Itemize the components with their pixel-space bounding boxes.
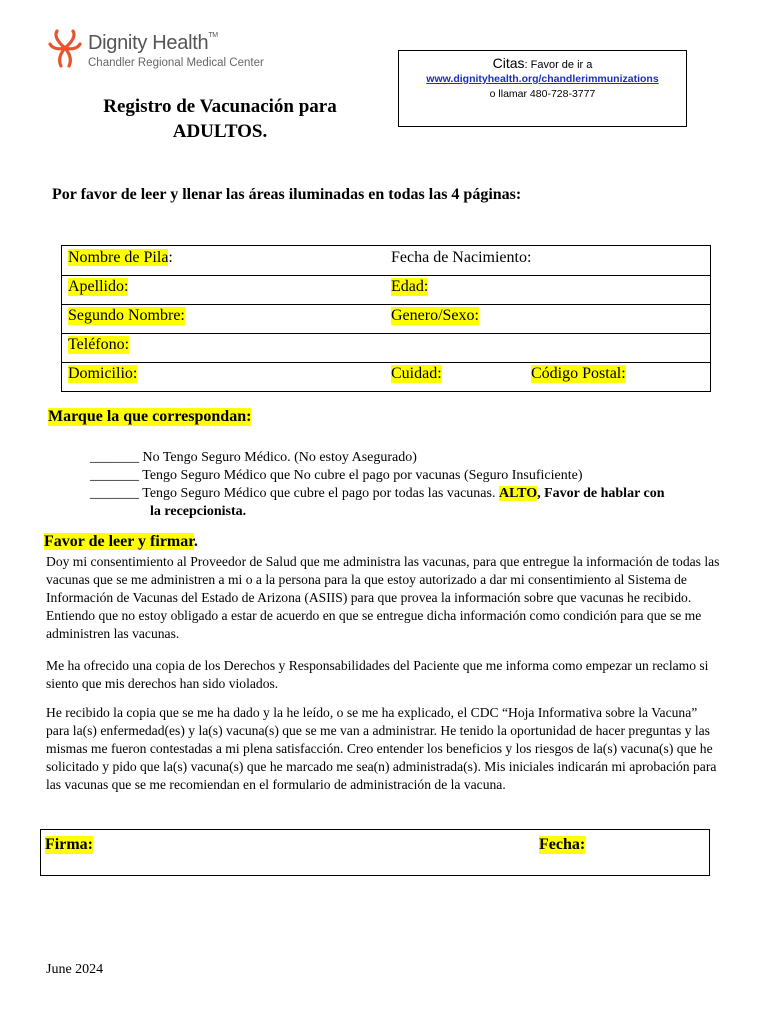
logo (48, 28, 278, 78)
insurance-option-underinsured[interactable]: _______ Tengo Seguro Médico que No cubre el pago por vacunas (Seguro Insuficiente) (90, 468, 583, 483)
immunizations-link[interactable]: www.dignityhealth.org/chandlerimmunizations (426, 73, 659, 85)
info-row (62, 333, 710, 363)
gender-field[interactable]: Genero/Sexo: (391, 307, 479, 324)
consent-paragraph-2: Me ha ofrecido una copia de los Derechos y Responsabilidades del Paciente que me informa como empezar un reclamo si siento que mis derechos han sido violados. (46, 658, 709, 691)
date-field[interactable]: Fecha: (539, 836, 586, 853)
instructions: Por favor de leer y llenar las áreas iluminadas en todas las 4 páginas: (52, 186, 522, 203)
insurance-option-note: la recepcionista. (150, 504, 247, 519)
info-row (62, 304, 710, 334)
alto-label: ALTO (498, 486, 538, 501)
address-field[interactable]: Domicilio: (68, 365, 138, 382)
signature-box (40, 829, 710, 876)
zip-field[interactable]: Código Postal: (531, 365, 626, 382)
info-row (62, 246, 710, 276)
signature-field[interactable]: Firma: (45, 836, 93, 853)
insurance-option-uninsured[interactable]: _______ No Tengo Seguro Médico. (No estoy Asegurado) (90, 450, 417, 465)
info-row (62, 275, 710, 305)
footer-date: June 2024 (46, 962, 104, 977)
consent-paragraph-3: He recibido la copia que se me ha dado y la he leído, o se me ha explicado, el CDC “Hoja Informativa sobre la Vacuna” para la(s) enfermedad(es) y la(s) vacuna(s) que se me van a administrar. He tenido la oportunidad de hacer preguntas y las mismas me fueron contestadas a mi plena satisfacción. Creo entender los beneficios y los riesgos de la(s) vacuna(s) que he solicitado y pido que la(s) vacuna(s) que he marcado me sea(n) administrada(s). Mis iniciales indicarán mi aprobación para las vacunas que se me recomiendan en el formulario de administración de la vacuna. (46, 705, 717, 792)
dignity-star-icon (48, 28, 82, 68)
consent-paragraph-1: Doy mi consentimiento al Proveedor de Salud que me administra las vacunas, para que entregue la información de todas las vacunas que se me administren a mi o a la persona para la que estoy autorizado a dar mi consentimiento al Sistema de Información de Vacunas del Estado de Arizona (ASIIS) para que provea la información sobre que vacunas he recibido. Entiendo que no estoy obligado a estar de acuerdo en que se entregue dicha información como condición para que se me administren las vacunas. (46, 554, 720, 641)
phone-field[interactable]: Teléfono: (68, 336, 130, 353)
city-field[interactable]: Cuidad: (391, 365, 442, 382)
logo-name: Dignity Health™ (88, 32, 218, 54)
first-name-field[interactable]: Nombre de Pila: (68, 249, 173, 266)
insurance-option-insured[interactable]: _______ Tengo Seguro Médico que cubre el pago por todas las vacunas. ALTO, Favor de hablar con (90, 486, 665, 501)
info-row (62, 362, 710, 391)
logo-subtitle: Chandler Regional Medical Center (88, 57, 264, 69)
appointments-phone: o llamar 480-728-3777 (489, 88, 596, 100)
appointments-intro: Citas: Favor de ir a (492, 55, 593, 71)
page-title: Registro de Vacunación para ADULTOS. (103, 96, 337, 142)
last-name-field[interactable]: Apellido: (68, 278, 129, 295)
insurance-heading: Marque la que correspondan: (48, 408, 252, 425)
dob-field[interactable]: Fecha de Nacimiento: (391, 249, 532, 266)
consent-heading: Favor de leer y firmar. (44, 533, 198, 550)
personal-info-table (61, 245, 711, 392)
age-field[interactable]: Edad: (391, 278, 429, 295)
appointments-box (398, 50, 687, 127)
middle-name-field[interactable]: Segundo Nombre: (68, 307, 185, 324)
